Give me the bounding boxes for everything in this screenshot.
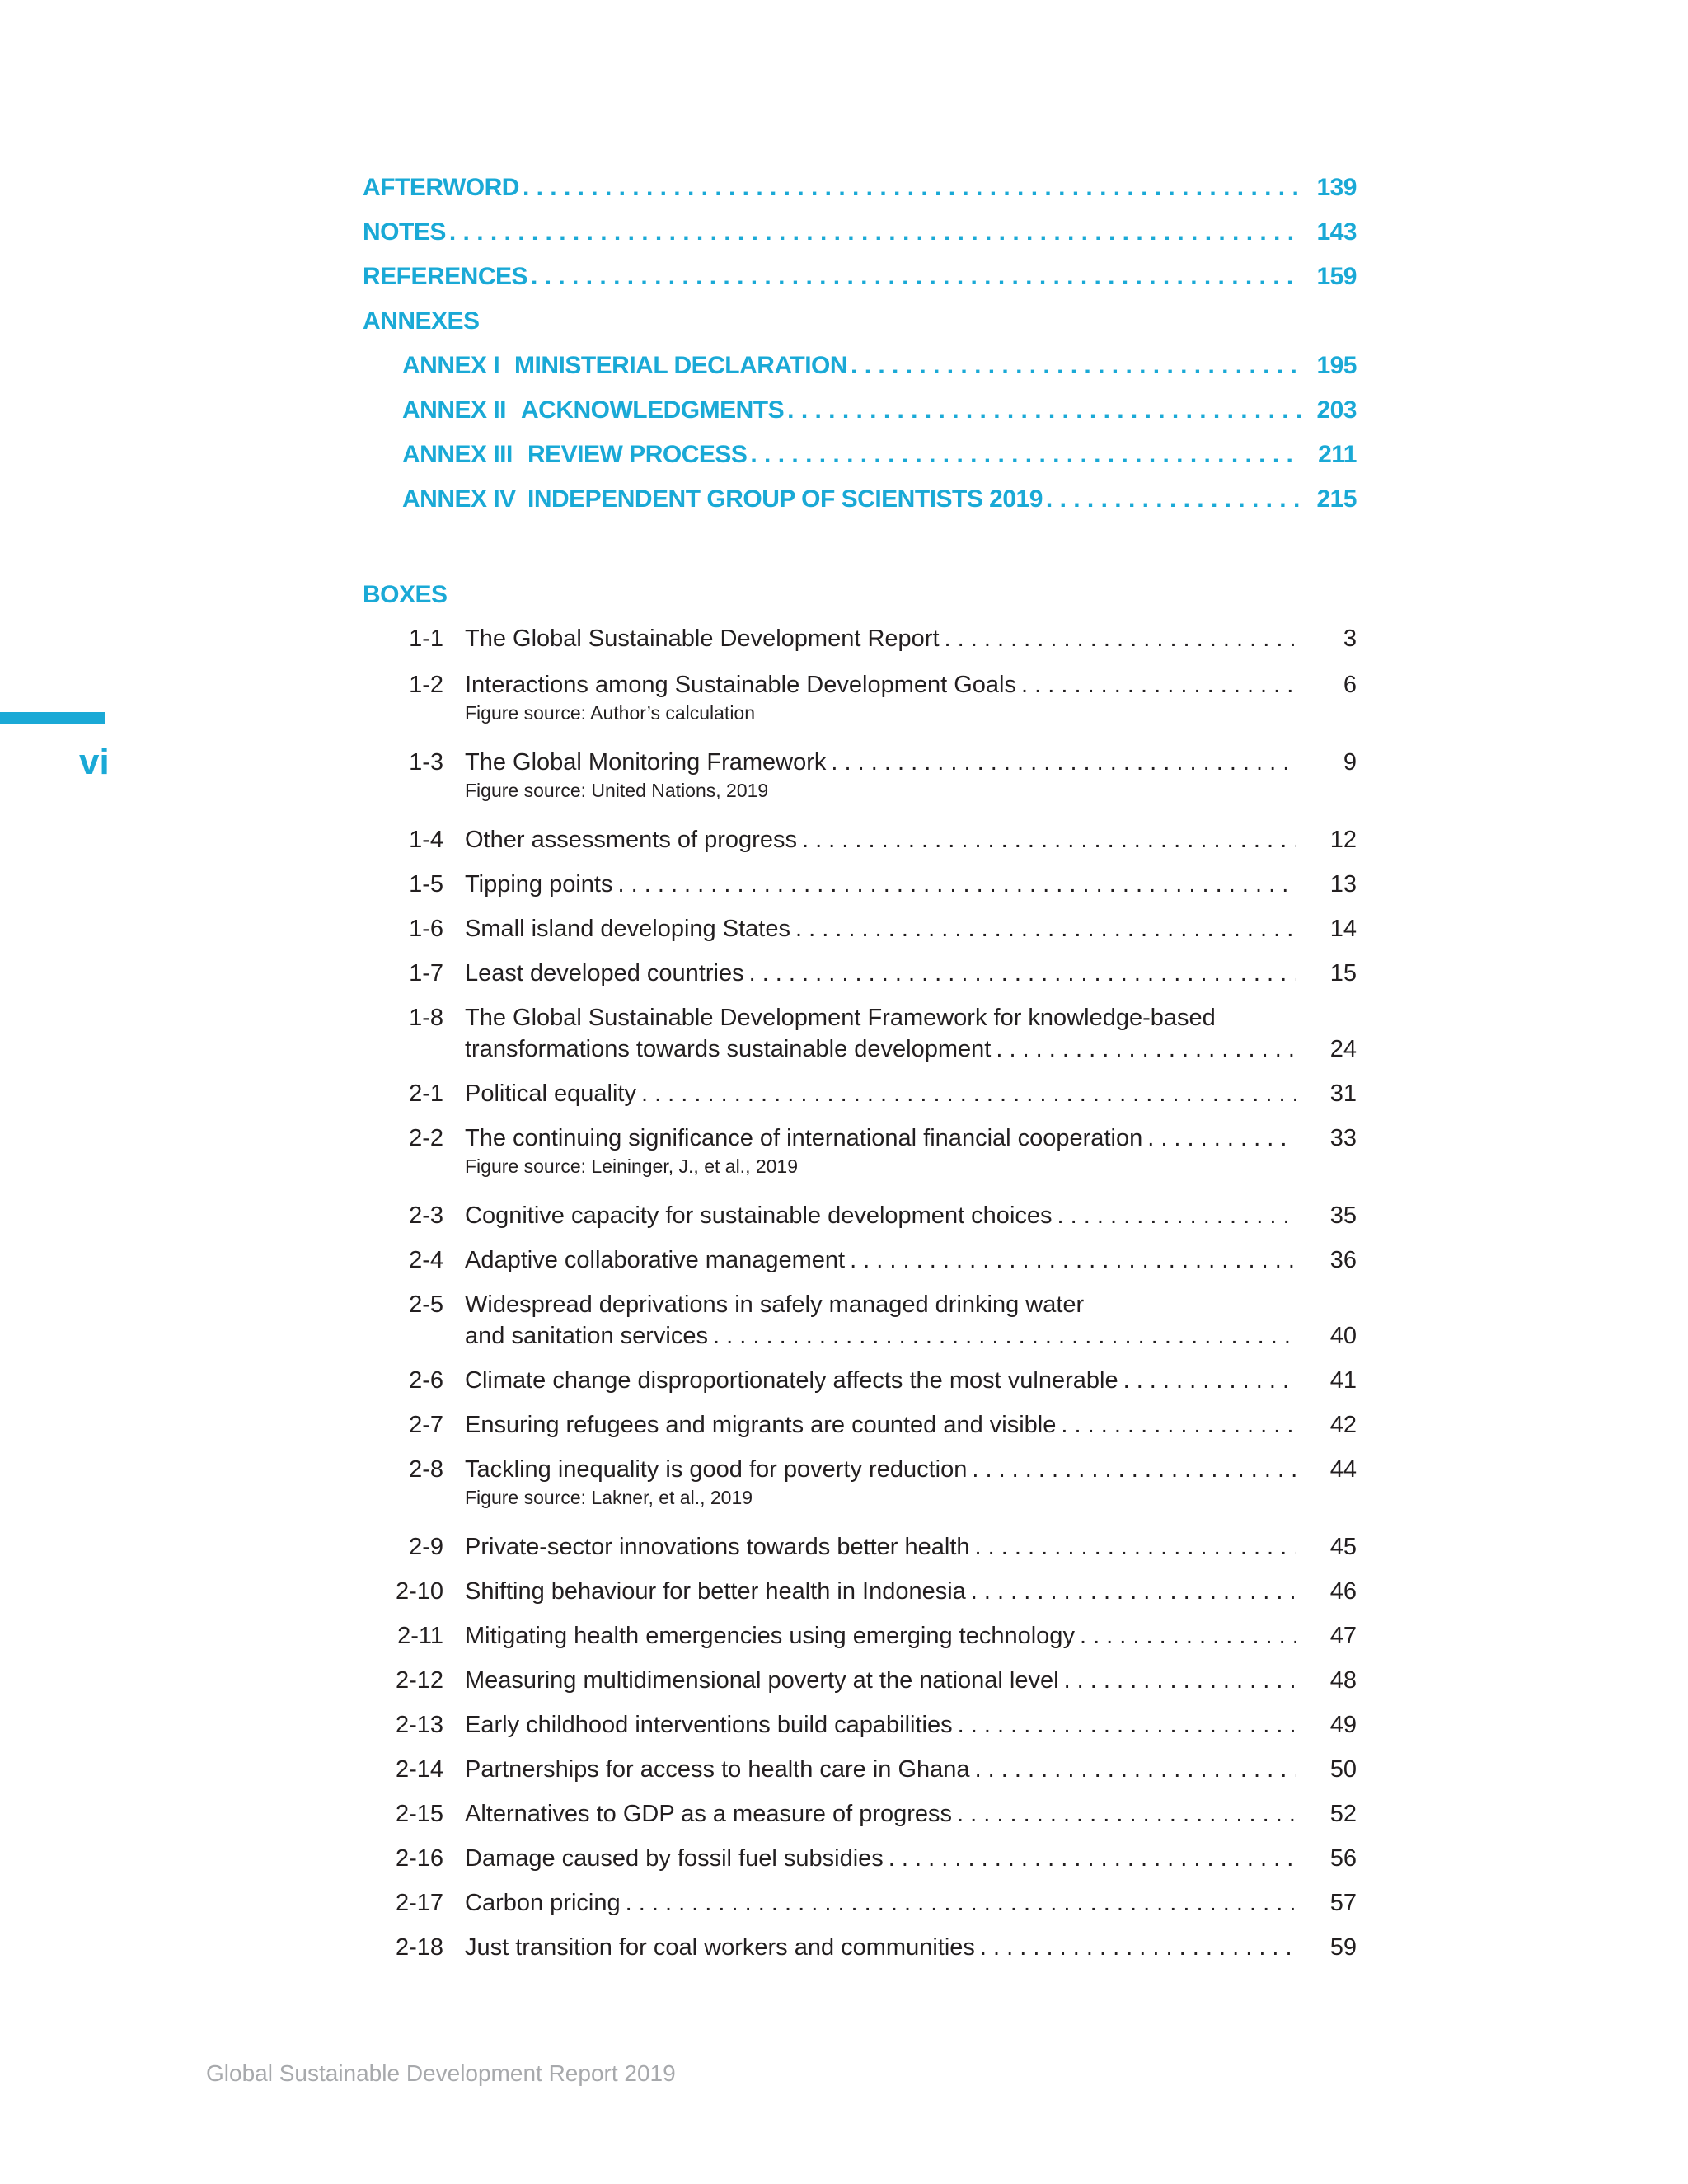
dot-leader bbox=[851, 349, 1301, 382]
box-page: 14 bbox=[1329, 916, 1357, 942]
box-title: Tackling inequality is good for poverty reduction bbox=[465, 1456, 968, 1483]
box-number: 1-5 bbox=[409, 871, 443, 898]
toc-entry-title: MINISTERIAL DECLARATION bbox=[514, 352, 848, 379]
box-page: 56 bbox=[1329, 1845, 1357, 1872]
dot-leader bbox=[617, 869, 1296, 900]
box-title: Just transition for coal workers and communities bbox=[465, 1934, 975, 1961]
boxes-heading: BOXES bbox=[363, 581, 448, 608]
box-title: Widespread deprivations in safely managed drinking water bbox=[465, 1291, 1085, 1318]
dot-leader bbox=[802, 824, 1296, 855]
box-title: Damage caused by fossil fuel subsidies bbox=[465, 1845, 884, 1872]
dot-leader bbox=[996, 1033, 1296, 1065]
toc-entry-page: 203 bbox=[1316, 396, 1357, 424]
box-title: Cognitive capacity for sustainable development choices bbox=[465, 1202, 1053, 1229]
dot-leader bbox=[1061, 1409, 1296, 1441]
box-page: 45 bbox=[1329, 1534, 1357, 1560]
toc-entry-title: INDEPENDENT GROUP OF SCIENTISTS 2019 bbox=[528, 485, 1043, 513]
box-title: Least developed countries bbox=[465, 960, 744, 987]
box-page: 12 bbox=[1329, 827, 1357, 853]
box-page: 46 bbox=[1329, 1578, 1357, 1605]
dot-leader bbox=[971, 1576, 1296, 1607]
toc-entry-page: 159 bbox=[1316, 263, 1357, 290]
dot-leader bbox=[749, 958, 1296, 989]
box-title: Climate change disproportionately affects the most vulnerable bbox=[465, 1367, 1118, 1394]
box-title: The Global Monitoring Framework bbox=[465, 749, 827, 776]
box-number: 2-11 bbox=[397, 1623, 443, 1649]
box-title: Political equality bbox=[465, 1080, 636, 1107]
dot-leader bbox=[713, 1320, 1296, 1352]
dot-leader bbox=[750, 438, 1301, 471]
dot-leader bbox=[641, 1078, 1296, 1109]
dot-leader bbox=[980, 1932, 1296, 1963]
box-number: 2-1 bbox=[409, 1080, 443, 1107]
box-number: 1-2 bbox=[409, 672, 443, 698]
dot-leader bbox=[523, 171, 1301, 204]
box-page: 57 bbox=[1329, 1890, 1357, 1916]
dot-leader bbox=[945, 623, 1296, 654]
box-title: Small island developing States bbox=[465, 916, 790, 942]
box-page: 35 bbox=[1329, 1202, 1357, 1229]
annex-code: ANNEX III bbox=[402, 441, 513, 468]
dot-leader bbox=[831, 747, 1296, 778]
box-number: 2-6 bbox=[409, 1367, 443, 1394]
toc-entry-annex[interactable] bbox=[402, 349, 1357, 382]
box-number: 2-14 bbox=[395, 1756, 443, 1783]
box-number: 1-3 bbox=[409, 749, 443, 776]
box-title: Other assessments of progress bbox=[465, 827, 797, 853]
box-title: Partnerships for access to health care in Ghana bbox=[465, 1756, 970, 1783]
toc-entry-title: NOTES bbox=[363, 218, 446, 246]
box-number: 1-4 bbox=[409, 827, 443, 853]
box-page: 33 bbox=[1329, 1125, 1357, 1151]
box-title: Ensuring refugees and migrants are counted and visible bbox=[465, 1412, 1057, 1438]
box-number: 2-17 bbox=[395, 1890, 443, 1916]
box-page: 59 bbox=[1329, 1934, 1357, 1961]
box-number: 2-5 bbox=[409, 1291, 443, 1318]
toc-entry-title: ACKNOWLEDGMENTS bbox=[521, 396, 785, 424]
toc-entry-references[interactable] bbox=[363, 260, 1357, 293]
footer-report-title: Global Sustainable Development Report 2019 bbox=[206, 2060, 676, 2086]
dot-leader bbox=[975, 1754, 1296, 1785]
box-page: 9 bbox=[1343, 749, 1357, 776]
toc-entry-page: 139 bbox=[1316, 174, 1357, 201]
box-page: 52 bbox=[1329, 1801, 1357, 1827]
toc-entry-page: 215 bbox=[1316, 485, 1357, 513]
dot-leader bbox=[531, 260, 1301, 293]
box-page: 42 bbox=[1329, 1412, 1357, 1438]
box-number: 1-8 bbox=[409, 1005, 443, 1031]
figure-source: Figure source: Leininger, J., et al., 2019 bbox=[465, 1155, 799, 1177]
box-number: 2-2 bbox=[409, 1125, 443, 1151]
box-title: Carbon pricing bbox=[465, 1890, 621, 1916]
box-number: 1-7 bbox=[409, 960, 443, 987]
dot-leader bbox=[795, 913, 1296, 944]
box-page: 6 bbox=[1343, 672, 1357, 698]
box-title: Measuring multidimensional poverty at the national level bbox=[465, 1667, 1059, 1694]
box-title-continued: and sanitation services bbox=[465, 1323, 708, 1349]
box-number: 2-4 bbox=[409, 1247, 443, 1273]
dot-leader bbox=[957, 1798, 1296, 1830]
box-page: 40 bbox=[1329, 1323, 1357, 1349]
figure-source: Figure source: Author’s calculation bbox=[465, 702, 756, 724]
box-title: Adaptive collaborative management bbox=[465, 1247, 846, 1273]
box-number: 2-16 bbox=[395, 1845, 443, 1872]
box-title: Shifting behaviour for better health in Indonesia bbox=[465, 1578, 966, 1605]
box-number: 1-6 bbox=[409, 916, 443, 942]
box-page: 36 bbox=[1329, 1247, 1357, 1273]
annexes-heading: ANNEXES bbox=[363, 307, 480, 335]
toc-entry-annex[interactable] bbox=[402, 438, 1357, 471]
toc-entry-title: REFERENCES bbox=[363, 263, 528, 290]
dot-leader bbox=[1064, 1665, 1296, 1696]
box-title: The Global Sustainable Development Framework for knowledge-based bbox=[465, 1005, 1216, 1031]
box-page: 50 bbox=[1329, 1756, 1357, 1783]
toc-entry-afterword[interactable] bbox=[363, 171, 1357, 204]
dot-leader bbox=[850, 1244, 1296, 1276]
dot-leader bbox=[972, 1454, 1296, 1485]
box-page: 44 bbox=[1329, 1456, 1357, 1483]
toc-entry-annex[interactable] bbox=[402, 394, 1357, 427]
toc-entry-title: AFTERWORD bbox=[363, 174, 519, 201]
box-number: 2-8 bbox=[409, 1456, 443, 1483]
dot-leader bbox=[1080, 1620, 1296, 1652]
box-title: Private-sector innovations towards better health bbox=[465, 1534, 970, 1560]
box-page: 41 bbox=[1329, 1367, 1357, 1394]
box-number: 2-18 bbox=[395, 1934, 443, 1961]
dot-leader bbox=[1021, 669, 1296, 701]
box-page: 3 bbox=[1343, 626, 1357, 652]
box-title: Alternatives to GDP as a measure of progress bbox=[465, 1801, 953, 1827]
toc-entry-page: 211 bbox=[1318, 441, 1357, 468]
box-number: 2-12 bbox=[395, 1667, 443, 1694]
page-number: vi bbox=[79, 742, 110, 782]
box-number: 2-3 bbox=[409, 1202, 443, 1229]
box-title: The Global Sustainable Development Report bbox=[465, 626, 940, 652]
dot-leader bbox=[1147, 1122, 1296, 1154]
annex-code: ANNEX II bbox=[402, 396, 507, 424]
box-page: 15 bbox=[1329, 960, 1357, 987]
figure-source: Figure source: United Nations, 2019 bbox=[465, 780, 769, 801]
box-title: The continuing significance of international financial cooperation bbox=[465, 1125, 1143, 1151]
box-title: Mitigating health emergencies using emerging technology bbox=[465, 1623, 1075, 1649]
dot-leader bbox=[958, 1709, 1296, 1741]
box-page: 47 bbox=[1329, 1623, 1357, 1649]
box-page: 48 bbox=[1329, 1667, 1357, 1694]
toc-entry-page: 143 bbox=[1316, 218, 1357, 246]
dot-leader bbox=[1057, 1200, 1296, 1231]
box-number: 1-1 bbox=[409, 626, 443, 652]
box-number: 2-7 bbox=[409, 1412, 443, 1438]
box-number: 2-15 bbox=[395, 1801, 443, 1827]
box-page: 24 bbox=[1329, 1036, 1357, 1062]
box-page: 49 bbox=[1329, 1712, 1357, 1738]
box-title: Early childhood interventions build capabilities bbox=[465, 1712, 953, 1738]
dot-leader bbox=[1046, 483, 1301, 516]
dot-leader bbox=[626, 1887, 1296, 1919]
box-page: 31 bbox=[1329, 1080, 1357, 1107]
toc-entry-page: 195 bbox=[1316, 352, 1357, 379]
box-title: Tipping points bbox=[465, 871, 613, 898]
toc-entry-annex[interactable] bbox=[402, 483, 1357, 516]
box-number: 2-13 bbox=[395, 1712, 443, 1738]
box-number: 2-9 bbox=[409, 1534, 443, 1560]
box-page: 13 bbox=[1329, 871, 1357, 898]
dot-leader bbox=[449, 216, 1301, 249]
side-accent-bar bbox=[0, 712, 106, 724]
annex-code: ANNEX IV bbox=[402, 485, 516, 513]
annex-code: ANNEX I bbox=[402, 352, 500, 379]
box-title: Interactions among Sustainable Development Goals bbox=[465, 672, 1016, 698]
box-title-continued: transformations towards sustainable development bbox=[465, 1036, 992, 1062]
dot-leader bbox=[787, 394, 1301, 427]
toc-entry-notes[interactable] bbox=[363, 216, 1357, 249]
dot-leader bbox=[889, 1843, 1296, 1874]
toc-entry-title: REVIEW PROCESS bbox=[528, 441, 748, 468]
dot-leader bbox=[1123, 1365, 1296, 1396]
box-number: 2-10 bbox=[395, 1578, 443, 1605]
figure-source: Figure source: Lakner, et al., 2019 bbox=[465, 1487, 753, 1508]
dot-leader bbox=[975, 1531, 1296, 1563]
